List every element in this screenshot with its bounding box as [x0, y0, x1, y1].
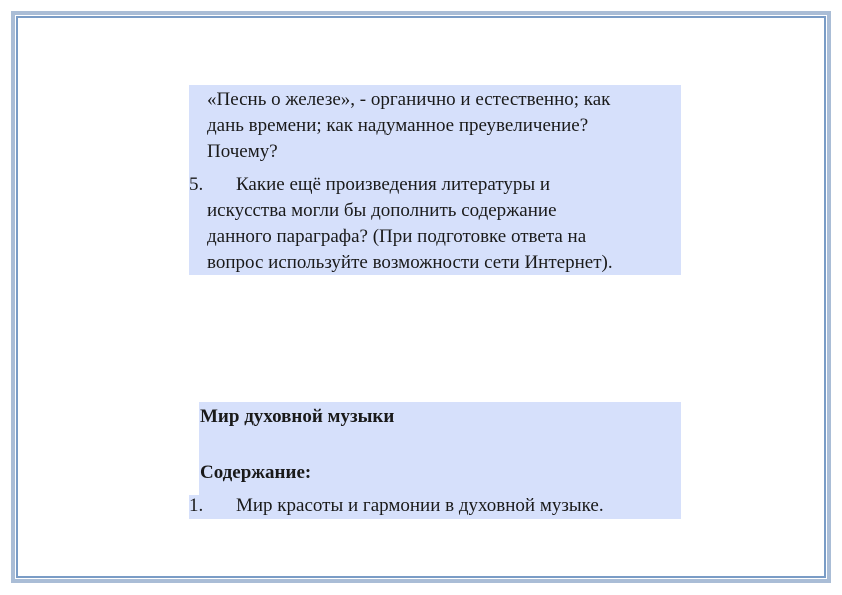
question-line-2: дань времени; как надуманное преувеличение? — [207, 115, 589, 136]
question-text-block — [189, 85, 681, 275]
item5-line-3: данного параграфа? (При подготовке ответа на — [207, 226, 587, 247]
question-line-3: Почему? — [207, 141, 278, 162]
contents-list-block — [189, 495, 681, 519]
list-number-5: 5. — [189, 174, 204, 195]
contents-label: Содержание: — [200, 462, 312, 483]
section-heading-block — [199, 402, 681, 496]
contents-item-1: Мир красоты и гармонии в духовной музыке. — [236, 495, 604, 516]
item5-line-4: вопрос используйте возможности сети Интернет). — [207, 252, 613, 273]
question-line-1: «Песнь о железе», - органично и естественно; как — [207, 89, 611, 110]
item5-line-2: искусства могли бы дополнить содержание — [207, 200, 557, 221]
list-number-1: 1. — [189, 495, 204, 516]
section-title: Мир духовной музыки — [200, 406, 395, 427]
item5-line-1: Какие ещё произведения литературы и — [236, 174, 551, 195]
